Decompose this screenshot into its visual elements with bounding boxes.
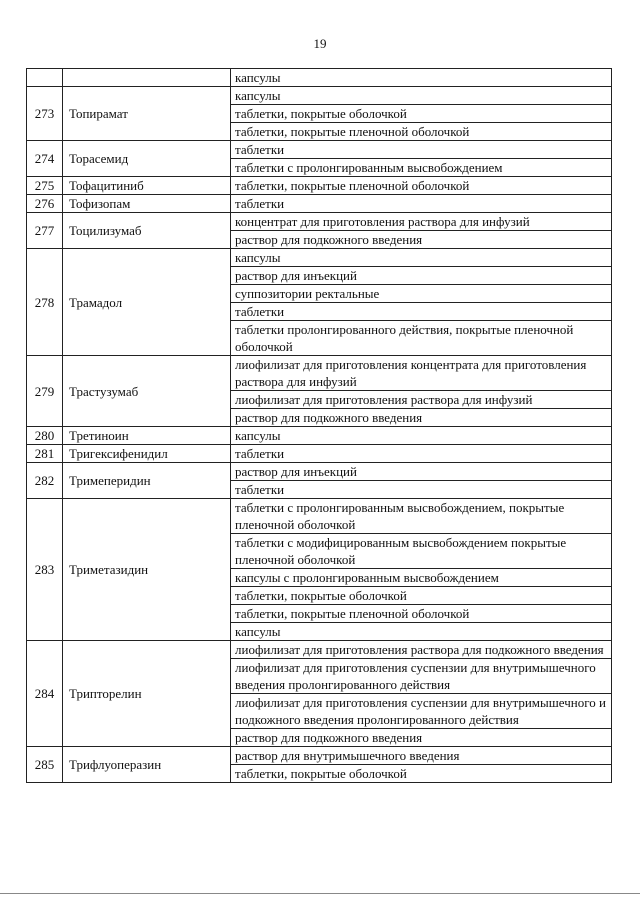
dosage-form-cell: раствор для подкожного введения (231, 729, 612, 747)
drug-name-cell: Трифлуоперазин (63, 747, 231, 783)
drug-name-cell: Топирамат (63, 87, 231, 141)
drug-name-cell: Тофацитиниб (63, 177, 231, 195)
dosage-form-cell: таблетки, покрытые оболочкой (231, 105, 612, 123)
dosage-form-cell: лиофилизат для приготовления суспензии для внутримышечного введения пролонгированного действия (231, 659, 612, 694)
table-row (27, 195, 612, 213)
drug-name-cell: Трамадол (63, 249, 231, 356)
dosage-form-cell: таблетки с пролонгированным высвобождением (231, 159, 612, 177)
dosage-form-cell: капсулы (231, 249, 612, 267)
dosage-form-cell: таблетки, покрытые оболочкой (231, 587, 612, 605)
dosage-form-cell: таблетки, покрытые оболочкой (231, 765, 612, 783)
table-row (27, 747, 612, 765)
drug-name-cell: Тоцилизумаб (63, 213, 231, 249)
dosage-form-cell: таблетки, покрытые пленочной оболочкой (231, 177, 612, 195)
drug-name-cell: Трипторелин (63, 641, 231, 747)
drug-number-cell: 277 (27, 213, 63, 249)
dosage-form-cell: раствор для инъекций (231, 267, 612, 285)
dosage-form-cell: суппозитории ректальные (231, 285, 612, 303)
dosage-form-cell: таблетки (231, 445, 612, 463)
table-row (27, 641, 612, 659)
dosage-form-cell: таблетки (231, 141, 612, 159)
dosage-form-cell: таблетки с модифицированным высвобождением покрытые пленочной оболочкой (231, 534, 612, 569)
table-row (27, 87, 612, 105)
table-row (27, 445, 612, 463)
dosage-form-cell: таблетки (231, 195, 612, 213)
table-row (27, 141, 612, 159)
drug-number-cell: 274 (27, 141, 63, 177)
drug-number-cell: 275 (27, 177, 63, 195)
drug-number-cell: 273 (27, 87, 63, 141)
dosage-form-cell: таблетки (231, 481, 612, 499)
drug-name-cell: Тригексифенидил (63, 445, 231, 463)
drug-number-cell: 280 (27, 427, 63, 445)
drug-name-cell (63, 69, 231, 87)
dosage-form-cell: капсулы (231, 623, 612, 641)
dosage-form-cell: раствор для внутримышечного введения (231, 747, 612, 765)
dosage-form-cell: капсулы (231, 69, 612, 87)
dosage-form-cell: лиофилизат для приготовления суспензии для внутримышечного и подкожного введения пролонгированного действия (231, 694, 612, 729)
drug-number-cell: 285 (27, 747, 63, 783)
dosage-form-cell: таблетки (231, 303, 612, 321)
dosage-form-cell: таблетки с пролонгированным высвобождением, покрытые пленочной оболочкой (231, 499, 612, 534)
dosage-form-cell: таблетки, покрытые пленочной оболочкой (231, 605, 612, 623)
dosage-form-cell: таблетки пролонгированного действия, покрытые пленочной оболочкой (231, 321, 612, 356)
table-row (27, 69, 612, 87)
drug-name-cell: Тофизопам (63, 195, 231, 213)
drug-table (26, 68, 612, 783)
dosage-form-cell: капсулы (231, 87, 612, 105)
dosage-form-cell: концентрат для приготовления раствора для инфузий (231, 213, 612, 231)
dosage-form-cell: лиофилизат для приготовления концентрата для приготовления раствора для инфузий (231, 356, 612, 391)
table-row (27, 427, 612, 445)
page-number: 19 (313, 36, 327, 51)
dosage-form-cell: лиофилизат для приготовления раствора для инфузий (231, 391, 612, 409)
dosage-form-cell: раствор для подкожного введения (231, 409, 612, 427)
drug-number-cell: 283 (27, 499, 63, 641)
dosage-form-cell: таблетки, покрытые пленочной оболочкой (231, 123, 612, 141)
footer-divider (0, 893, 640, 894)
table-row (27, 499, 612, 534)
table-row (27, 463, 612, 481)
table-row (27, 356, 612, 391)
table-row (27, 177, 612, 195)
drug-name-cell: Третиноин (63, 427, 231, 445)
table-row (27, 249, 612, 267)
drug-name-cell: Триметазидин (63, 499, 231, 641)
table-row (27, 213, 612, 231)
drug-number-cell (27, 69, 63, 87)
drug-number-cell: 282 (27, 463, 63, 499)
drug-name-cell: Трастузумаб (63, 356, 231, 427)
dosage-form-cell: лиофилизат для приготовления раствора для подкожного введения (231, 641, 612, 659)
table-body (27, 69, 612, 783)
drug-number-cell: 284 (27, 641, 63, 747)
dosage-form-cell: раствор для инъекций (231, 463, 612, 481)
drug-number-cell: 276 (27, 195, 63, 213)
drug-name-cell: Тримеперидин (63, 463, 231, 499)
dosage-form-cell: капсулы с пролонгированным высвобождением (231, 569, 612, 587)
dosage-form-cell: раствор для подкожного введения (231, 231, 612, 249)
drug-number-cell: 279 (27, 356, 63, 427)
drug-number-cell: 278 (27, 249, 63, 356)
drug-number-cell: 281 (27, 445, 63, 463)
dosage-form-cell: капсулы (231, 427, 612, 445)
drug-name-cell: Торасемид (63, 141, 231, 177)
